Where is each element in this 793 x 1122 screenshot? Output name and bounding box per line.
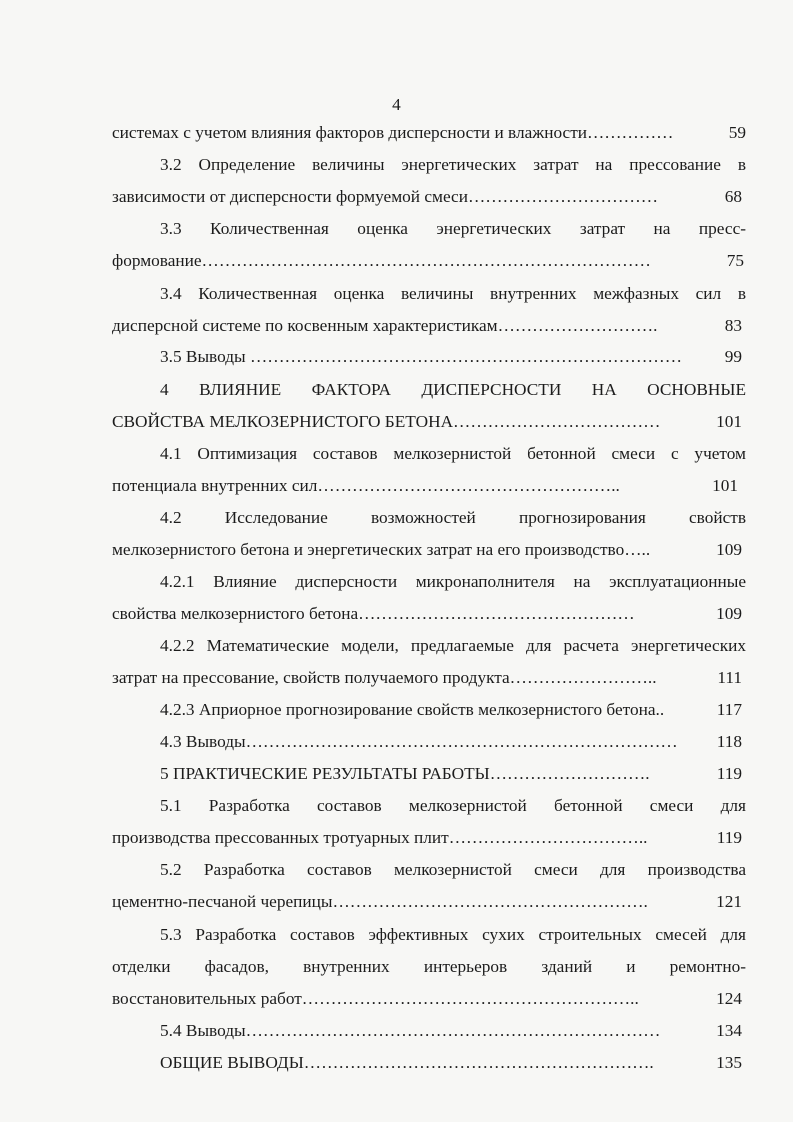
toc-page-number: 119 [716, 764, 742, 783]
toc-page-number: 109 [716, 540, 742, 559]
toc-page-number: 121 [716, 892, 742, 911]
toc-line [112, 539, 742, 561]
toc-line: 3.4 Количественная оценка величины внутренних межфазных сил в [160, 284, 746, 303]
toc-line: 4.2.2 Математические модели, предлагаемые для расчета энергетических [160, 636, 746, 655]
toc-line [160, 731, 742, 753]
toc-line-text: цементно-песчаной черепицы………………………………………………. [112, 892, 648, 911]
toc-line [112, 411, 742, 433]
toc-line [112, 250, 744, 272]
toc-page-number: 134 [716, 1021, 742, 1040]
toc-line [112, 827, 742, 849]
toc-line-text: ОБЩИЕ ВЫВОДЫ……………………………………………………. [160, 1053, 654, 1072]
toc-line-text: дисперсной системе по косвенным характеристикам………………………. [112, 316, 658, 335]
toc-page-number: 117 [716, 700, 742, 719]
toc-line [112, 667, 742, 689]
toc-line-text: производства прессованных тротуарных плит…………………………….. [112, 828, 648, 847]
toc-line-text: системах с учетом влияния факторов дисперсности и влажности…………… [112, 123, 674, 142]
toc-line: отделки фасадов, внутренних интерьеров зданий и ремонтно- [112, 957, 746, 976]
toc-line [112, 122, 746, 144]
toc-line: 5.3 Разработка составов эффективных сухих строительных смесей для [160, 925, 746, 944]
toc-line-text: затрат на прессование, свойств получаемого продукта…………………….. [112, 668, 657, 687]
toc-line [112, 315, 742, 337]
toc-line [160, 1020, 742, 1042]
toc-line [160, 699, 742, 721]
toc-line: 4.1 Оптимизация составов мелкозернистой бетонной смеси с учетом [160, 444, 746, 463]
toc-line: 3.3 Количественная оценка энергетических затрат на пресс- [160, 219, 746, 238]
toc-page-number: 135 [716, 1053, 742, 1072]
toc-line-text: 5.4 Выводы……………………………………………………………… [160, 1021, 661, 1040]
toc-line-text: СВОЙСТВА МЕЛКОЗЕРНИСТОГО БЕТОНА……………………………… [112, 412, 661, 431]
toc-line-text: свойства мелкозернистого бетона………………………………………… [112, 604, 635, 623]
toc-line: 4.2 Исследование возможностей прогнозирования свойств [160, 508, 746, 527]
toc-line-text: 4.3 Выводы………………………………………………………………… [160, 732, 678, 751]
toc-line [160, 346, 742, 368]
toc-line [112, 475, 738, 497]
toc-line [112, 186, 742, 208]
toc-line: 5.2 Разработка составов мелкозернистой смеси для производства [160, 860, 746, 879]
toc-line [112, 891, 742, 913]
toc-page-number: 68 [724, 187, 742, 206]
toc-page-number: 75 [726, 251, 744, 270]
toc-line-text: 5 ПРАКТИЧЕСКИЕ РЕЗУЛЬТАТЫ РАБОТЫ………………………. [160, 764, 650, 783]
toc-line [112, 988, 742, 1010]
toc-page-number: 119 [716, 828, 742, 847]
toc-page-number: 118 [716, 732, 742, 751]
toc-line-text: формование…………………………………………………………………… [112, 251, 651, 270]
toc-page-number: 101 [712, 476, 738, 495]
toc-page-number: 111 [717, 668, 742, 687]
toc-line-text: мелкозернистого бетона и энергетических затрат на его производство….. [112, 540, 651, 559]
toc-line [112, 603, 742, 625]
toc-page-number: 109 [716, 604, 742, 623]
page-number: 4 [392, 95, 401, 114]
toc-page-number: 83 [724, 316, 742, 335]
toc-page-number: 124 [716, 989, 742, 1008]
toc-line [160, 763, 742, 785]
toc-line [160, 1052, 742, 1074]
toc-line: 5.1 Разработка составов мелкозернистой бетонной смеси для [160, 796, 746, 815]
toc-line: 3.2 Определение величины энергетических затрат на прессование в [160, 155, 746, 174]
toc-line-text: зависимости от дисперсности формуемой смеси…………………………… [112, 187, 659, 206]
toc-page-number: 101 [716, 412, 742, 431]
toc-page-number: 99 [724, 347, 742, 366]
toc-line-text: 3.5 Выводы ………………………………………………………………… [160, 347, 682, 366]
toc-page-number: 59 [728, 123, 746, 142]
toc-line-text: восстановительных работ………………………………………………….. [112, 989, 639, 1008]
toc-line-text: 4.2.3 Априорное прогнозирование свойств мелкозернистого бетона.. [160, 700, 665, 719]
toc-line-text: потенциала внутренних сил…………………………………………….. [112, 476, 620, 495]
toc-line: 4.2.1 Влияние дисперсности микронаполнителя на эксплуатационные [160, 572, 746, 591]
toc-line: 4 ВЛИЯНИЕ ФАКТОРА ДИСПЕРСНОСТИ НА ОСНОВНЫЕ [160, 380, 746, 399]
